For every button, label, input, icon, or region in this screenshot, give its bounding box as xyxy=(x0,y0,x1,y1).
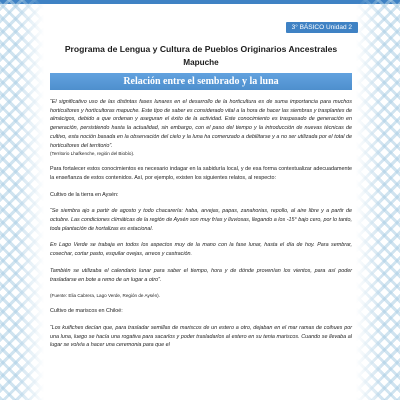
aysen-quote-3: También se utilizaba el calendario lunar para saber el tiempo, hora y de dónde provenían los vientos, para así poder trasladarse en bote a remo de un lugar a otro”. xyxy=(50,267,352,283)
aysen-quote-2: En Lago Verde se trabaja en todos los aspectos muy de la mano con la fase lunar, hasta el día de hoy. Para sembrar, cosechar, cortar pasto, esquilar ovejas, arreos y castración. xyxy=(50,242,352,258)
lesson-title-bar xyxy=(50,73,352,90)
decorative-border-left xyxy=(0,0,44,400)
section-heading-chiloe: Cultivo de mariscos en Chiloé: xyxy=(50,308,123,315)
subject-title: Mapuche xyxy=(183,58,219,67)
aysen-quote-1: “Se siembra ajo a partir de agosto y todo chacarería: haba, arvejas, papas, zanahorias, repollo, al aire libre y a partir de octubre. Las condiciones climáticas de la región de Aysén son muy frías y lluviosas, llegando a los -15° bajo cero, por lo tanto, toda plantación de hortalizas es estacional. xyxy=(50,208,352,232)
document-content xyxy=(50,44,352,350)
paragraph-1: Para fortalecer estos conocimientos es necesario indagar en la sabiduría local, y de esa forma contextualizar adecuadamente la enseñanza de estos contenidos. Así, por ejemplo, existen los siguientes relatos, al respecto: xyxy=(50,166,352,181)
section-heading-aysen: Cultivo de la tierra en Aysén: xyxy=(50,191,119,198)
grade-unit-badge: 3° BÁSICO Unidad 2 xyxy=(286,22,358,33)
chiloe-quote: “Los kuifiches decían que, para trasladar semillas de mariscos de un estero a otro, dejaban en el mar ramas de coihues por una luna, luego se hacía una rogativa para sacarlos y poder trasladarlos al estero en su tenia mariscos. Cuando se llevaba al lugar se volvía a hacer una ceremonia para que el xyxy=(50,324,352,349)
program-title: Programa de Lengua y Cultura de Pueblos Originarios Ancestrales xyxy=(64,44,338,54)
aysen-source: (Fuente: Elia Cabrera, Lago Verde, Región de Aysén). xyxy=(50,293,160,299)
top-accent-bar xyxy=(0,0,400,4)
lesson-title: Relación entre el sembrado y la luna xyxy=(123,76,279,87)
intro-quote: “El significativo uso de las distintas fases lunares en el desarrollo de la horticultura es de suma importancia para muchos horticultores y horticultoras mapuche. Este tipo de saber es considerado vital a la hora de hacer las siembras y trasplantes de almácigos, debido a que ordenan y aseguran el éxito de la actividad. Este conocimiento es traspasado de generación en generación, persistiendo hasta la actualidad, sin embargo, con el paso del tiempo y la introducción de nuevas técnicas de cultivo, esta noción basada en la observación del cielo y la luna ha comenzado a debilitarse y a no ser utilizada por el total de horticultores del territorio”. xyxy=(50,99,352,149)
intro-source: (Territorio Lhafkenche, región del Biobío). xyxy=(50,151,135,157)
decorative-border-right xyxy=(356,0,400,400)
